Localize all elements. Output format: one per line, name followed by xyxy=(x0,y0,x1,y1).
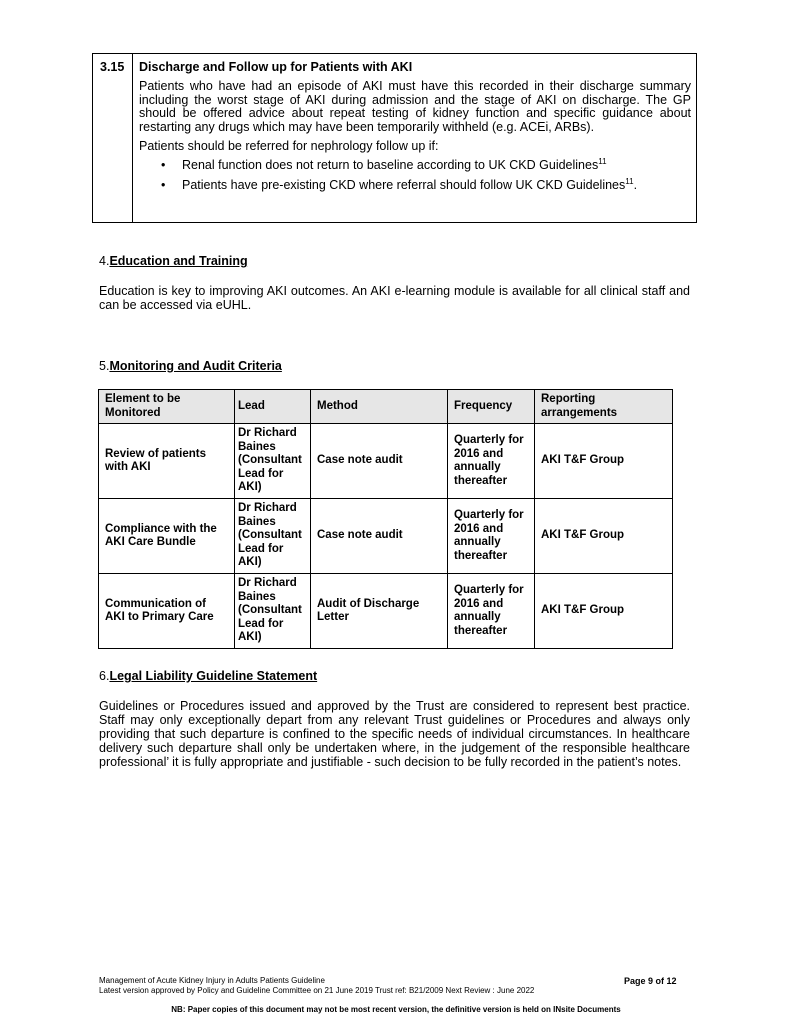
section-title: Legal Liability Guideline Statement xyxy=(109,669,318,683)
column-header: Element to be Monitored xyxy=(99,390,235,424)
table-cell: Dr Richard Baines (Consultant Lead for AKI) xyxy=(235,499,311,574)
section-5-heading xyxy=(99,359,282,373)
section-3-15-content xyxy=(139,60,691,198)
table-cell: Compliance with the AKI Care Bundle xyxy=(99,499,235,574)
footnote-ref: 11 xyxy=(625,176,634,186)
column-header: Lead xyxy=(235,390,311,424)
table-cell: Quarterly for 2016 and annually thereafter xyxy=(448,499,535,574)
table-cell: Review of patients with AKI xyxy=(99,424,235,499)
referral-criteria-list xyxy=(139,158,691,192)
list-item-text: Renal function does not return to baseline according to UK CKD Guidelines xyxy=(182,157,599,172)
table-cell: Dr Richard Baines (Consultant Lead for AKI) xyxy=(235,424,311,499)
section-title: Monitoring and Audit Criteria xyxy=(109,359,282,373)
table-row xyxy=(99,574,673,649)
footnote-ref: 11 xyxy=(598,156,607,166)
table-cell: Quarterly for 2016 and annually thereafter xyxy=(448,574,535,649)
column-header: Frequency xyxy=(448,390,535,424)
table-cell: Dr Richard Baines (Consultant Lead for AKI) xyxy=(235,574,311,649)
section-title: Education and Training xyxy=(109,254,248,268)
list-item xyxy=(139,158,691,172)
education-paragraph: Education is key to improving AKI outcomes. An AKI e-learning module is available for all clinical staff and can be accessed via eUHL. xyxy=(99,284,690,312)
footer-title: Management of Acute Kidney Injury in Adults Patients Guideline xyxy=(99,976,325,985)
section-3-15-box xyxy=(92,53,697,223)
table-row xyxy=(99,499,673,574)
legal-liability-paragraph: Guidelines or Procedures issued and approved by the Trust are considered to represent best practice. Staff may only exceptionally depart from any relevant Trust guidelines or Procedures and always only providing that such departure is confined to the specific needs of individual circumstances. In healthcare delivery such departure shall only be undertaken where, in the judgement of the responsible healthcare professional’ it is fully appropriate and justifiable - such decision to be fully recorded in the patient’s notes. xyxy=(99,699,690,769)
page-number: Page 9 of 12 xyxy=(624,976,677,986)
discharge-paragraph: Patients who have had an episode of AKI must have this recorded in their discharge summary including the worst stage of AKI during admission and the stage of AKI on discharge. The GP should be offered advice about repeat testing of kidney function and specific guidance about restarting any drugs which may have been temporarily withheld (e.g. ACEi, ARBs). xyxy=(139,79,691,134)
column-header: Method xyxy=(311,390,448,424)
table-cell: Quarterly for 2016 and annually thereafter xyxy=(448,424,535,499)
referral-paragraph: Patients should be referred for nephrology follow up if: xyxy=(139,139,439,153)
table-header-row xyxy=(99,390,673,424)
section-number: 4. xyxy=(99,254,110,268)
table-cell: Audit of Discharge Letter xyxy=(311,574,448,649)
footer-approval: Latest version approved by Policy and Guideline Committee on 21 June 2019 Trust ref: B21/2009 Next Review : June 2022 xyxy=(99,986,535,995)
table-cell: AKI T&F Group xyxy=(535,574,673,649)
section-number: 5. xyxy=(99,359,110,373)
section-4-heading xyxy=(99,254,248,268)
list-item xyxy=(139,178,691,192)
footer-document-info xyxy=(99,976,534,996)
section-number: 3.15 xyxy=(100,60,125,74)
list-item-text: Patients have pre-existing CKD where referral should follow UK CKD Guidelines xyxy=(182,177,626,192)
table-row xyxy=(99,424,673,499)
table-cell: Communication of AKI to Primary Care xyxy=(99,574,235,649)
section-6-heading xyxy=(99,669,317,683)
section-number-column xyxy=(93,54,133,222)
bullet-icon: • xyxy=(161,157,166,172)
list-item-suffix: . xyxy=(633,177,638,192)
section-number: 6. xyxy=(99,669,110,683)
section-heading: Discharge and Follow up for Patients with AKI xyxy=(139,60,413,74)
table-cell: Case note audit xyxy=(311,424,448,499)
table-cell: Case note audit xyxy=(311,499,448,574)
bullet-icon: • xyxy=(161,177,166,192)
monitoring-audit-table xyxy=(98,389,673,649)
table-cell: AKI T&F Group xyxy=(535,499,673,574)
table-cell: AKI T&F Group xyxy=(535,424,673,499)
column-header: Reporting arrangements xyxy=(535,390,673,424)
footer-note: NB: Paper copies of this document may not be most recent version, the definitive version is held on INsite Documents xyxy=(171,1005,621,1014)
